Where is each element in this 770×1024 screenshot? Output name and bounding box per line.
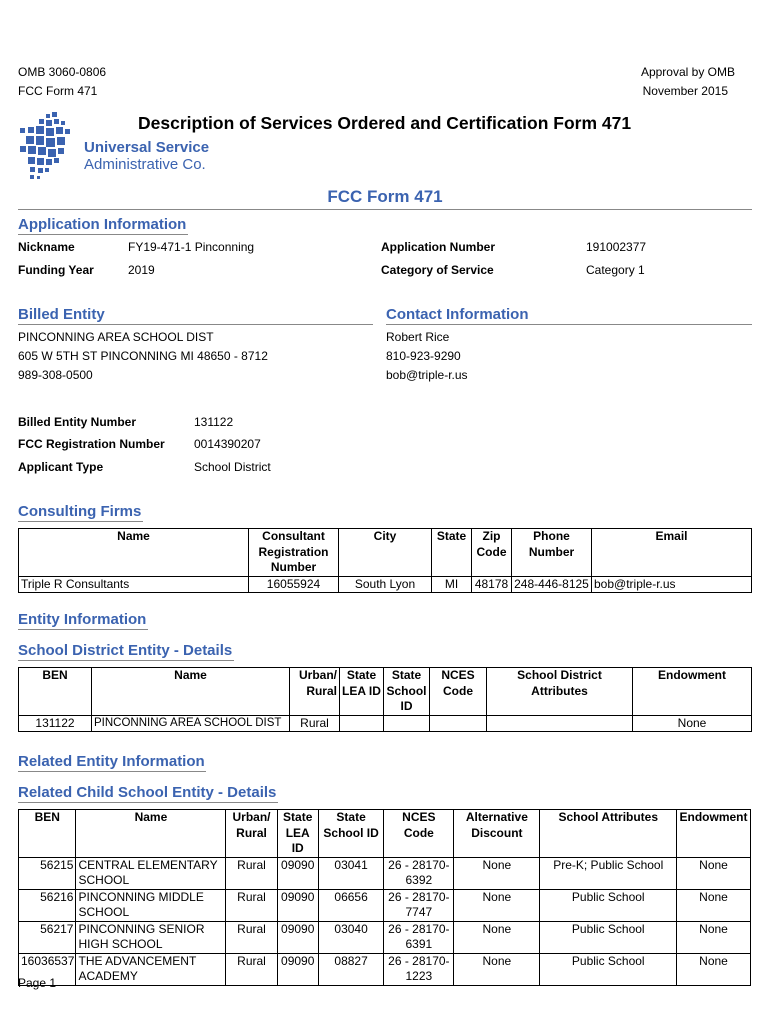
col-sid <box>384 668 430 716</box>
col-lea-1: State <box>283 810 313 824</box>
child-name-1: THE ADVANCEMENT <box>78 953 197 968</box>
contact-name: Robert Rice <box>386 330 450 344</box>
col-name: Name <box>76 810 226 858</box>
col-zip-2: Code <box>476 544 507 559</box>
omb-number: OMB 3060-0806 <box>18 65 107 79</box>
col-name: Name <box>92 668 290 716</box>
logo-line2: Administrative Co. <box>84 156 206 173</box>
district-nces <box>430 715 487 732</box>
child-nces <box>384 889 454 921</box>
child-name-2: HIGH SCHOOL <box>78 937 163 951</box>
category-label: Category of Service <box>381 263 494 277</box>
col-sid-1: State <box>391 668 422 682</box>
category-value: Category 1 <box>586 263 645 277</box>
consultant-state: MI <box>432 576 472 593</box>
table-row <box>19 921 751 953</box>
col-zip <box>472 529 512 577</box>
col-email: Email <box>592 529 752 577</box>
col-attributes <box>487 668 633 716</box>
child-attr: Public School <box>540 889 677 921</box>
district-underline <box>18 660 234 661</box>
related-underline <box>18 771 206 772</box>
col-lea-2: LEA ID <box>342 683 381 698</box>
table-row <box>19 576 752 593</box>
billed-entity-phone: 989-308-0500 <box>18 368 93 382</box>
col-lea-2: LEA ID <box>285 825 310 855</box>
billed-entity-name: PINCONNING AREA SCHOOL DIST <box>18 330 214 344</box>
child-alt: None <box>454 889 540 921</box>
contact-email: bob@triple-r.us <box>386 368 468 382</box>
child-ben: 16036537 <box>19 953 76 985</box>
col-urban-2: Rural <box>306 683 337 698</box>
child-nces-1: 26 - 28170- <box>388 953 450 968</box>
child-heading: Related Child School Entity - Details <box>18 784 277 801</box>
child-name-1: CENTRAL ELEMENTARY <box>78 857 218 872</box>
entity-info-underline <box>18 629 148 630</box>
district-sid <box>384 715 430 732</box>
child-alt: None <box>454 857 540 889</box>
child-ben: 56215 <box>19 857 76 889</box>
col-attr-1: School District <box>517 668 602 682</box>
col-city: City <box>339 529 432 577</box>
child-nces <box>384 921 454 953</box>
consultant-zip: 48178 <box>472 576 512 593</box>
col-urban-1: Urban/ <box>298 668 337 682</box>
col-sid <box>318 810 384 858</box>
child-nces-1: 26 - 28170- <box>388 921 450 936</box>
district-heading: School District Entity - Details <box>18 642 233 659</box>
child-nces-1: 26 - 28170- <box>388 889 450 904</box>
usac-logo <box>18 112 84 184</box>
col-crn-3: Number <box>270 560 317 574</box>
frn-label: FCC Registration Number <box>18 437 165 451</box>
ben-label: Billed Entity Number <box>18 415 137 429</box>
child-lea: 09090 <box>277 889 318 921</box>
col-urban <box>290 668 340 716</box>
app-info-underline <box>18 234 188 235</box>
child-nces-1: 26 - 28170- <box>388 857 450 872</box>
child-nces-2: 6392 <box>405 873 433 887</box>
consultant-crn: 16055924 <box>249 576 339 593</box>
child-ben: 56217 <box>19 921 76 953</box>
district-attr <box>487 715 633 732</box>
district-lea <box>340 715 384 732</box>
child-attr: Public School <box>540 921 677 953</box>
consultant-phone: 248-446-8125 <box>512 576 592 593</box>
billed-entity-address: 605 W 5TH ST PINCONNING MI 48650 - 8712 <box>18 349 268 363</box>
district-header-row <box>19 668 752 716</box>
child-endow: None <box>677 857 751 889</box>
child-lea: 09090 <box>277 953 318 985</box>
child-attr: Pre-K; Public School <box>540 857 677 889</box>
child-underline <box>18 802 278 803</box>
district-table <box>18 667 752 732</box>
child-endow: None <box>677 921 751 953</box>
col-alt-discount <box>454 810 540 858</box>
consulting-heading: Consulting Firms <box>18 503 142 520</box>
form-title: FCC Form 471 <box>327 187 443 206</box>
child-name-1: PINCONNING SENIOR <box>78 921 205 936</box>
consultant-city: South Lyon <box>339 576 432 593</box>
col-zip-1: Zip <box>482 529 501 543</box>
contact-underline <box>386 324 752 325</box>
table-row <box>19 953 751 985</box>
frn-value: 0014390207 <box>194 437 261 451</box>
child-urban: Rural <box>226 921 277 953</box>
child-nces <box>384 857 454 889</box>
consulting-table <box>18 528 752 593</box>
col-urban-2: Rural <box>236 825 267 840</box>
col-crn-2: Registration <box>258 544 329 559</box>
app-info-heading: Application Information <box>18 216 187 233</box>
child-name-1: PINCONNING MIDDLE <box>78 889 204 904</box>
col-endowment: Endowment <box>633 668 752 716</box>
table-row <box>19 715 752 732</box>
related-heading: Related Entity Information <box>18 753 205 770</box>
col-lea <box>340 668 384 716</box>
district-endow: None <box>633 715 752 732</box>
child-sid: 08827 <box>318 953 384 985</box>
ben-value: 131122 <box>194 415 234 429</box>
col-sid-3: ID <box>400 699 413 713</box>
col-lea <box>277 810 318 858</box>
district-ben: 131122 <box>19 715 92 732</box>
col-sid-2: School <box>386 683 427 698</box>
child-nces-2: 7747 <box>405 905 433 919</box>
consulting-header-row <box>19 529 752 577</box>
contact-heading: Contact Information <box>386 306 529 323</box>
col-crn-1: Consultant <box>262 529 325 543</box>
child-nces <box>384 953 454 985</box>
consultant-name: Triple R Consultants <box>19 576 249 593</box>
applicant-type-value: School District <box>194 460 271 474</box>
child-ben: 56216 <box>19 889 76 921</box>
funding-year-value: 2019 <box>128 263 155 277</box>
logo-text <box>84 139 209 173</box>
col-ben: BEN <box>19 668 92 716</box>
col-nces <box>430 668 487 716</box>
child-sid: 06656 <box>318 889 384 921</box>
col-phone-1: Phone <box>533 529 570 543</box>
approval-date: November 2015 <box>642 84 728 98</box>
consulting-underline <box>18 521 143 522</box>
col-lea-1: State <box>346 668 377 682</box>
col-nces-1: NCES <box>441 668 475 682</box>
page-title: Description of Services Ordered and Certification Form 471 <box>138 113 632 133</box>
page-number: Page 1 <box>18 976 57 990</box>
child-header-row <box>19 810 751 858</box>
col-nces: NCES Code <box>384 810 454 858</box>
billed-entity-underline <box>18 324 373 325</box>
col-attributes: School Attributes <box>540 810 677 858</box>
col-ben: BEN <box>19 810 76 858</box>
child-endow: None <box>677 889 751 921</box>
child-urban: Rural <box>226 857 277 889</box>
entity-info-heading: Entity Information <box>18 611 147 628</box>
child-lea: 09090 <box>277 857 318 889</box>
col-attr-2: Attributes <box>531 683 588 698</box>
title-divider <box>18 209 752 210</box>
applicant-type-label: Applicant Type <box>18 460 104 474</box>
contact-phone: 810-923-9290 <box>386 349 461 363</box>
child-nces-2: 1223 <box>405 969 433 983</box>
col-sid-1: State <box>336 810 366 824</box>
child-attr: Public School <box>540 953 677 985</box>
nickname-value: FY19-471-1 Pinconning <box>128 240 255 254</box>
col-phone <box>512 529 592 577</box>
table-row <box>19 857 751 889</box>
child-alt: None <box>454 921 540 953</box>
col-state: State <box>432 529 472 577</box>
col-sid-2: School ID <box>323 825 379 840</box>
billed-entity-heading: Billed Entity <box>18 306 105 323</box>
consultant-email: bob@triple-r.us <box>592 576 752 593</box>
child-nces-2: 6391 <box>405 937 433 951</box>
child-name-2: SCHOOL <box>78 873 130 887</box>
col-phone-2: Number <box>528 544 575 559</box>
usac-logo-icon <box>18 112 84 184</box>
district-name: PINCONNING AREA SCHOOL DIST <box>92 715 290 732</box>
col-alt-2: Discount <box>471 825 523 840</box>
child-name <box>76 921 226 953</box>
col-crn <box>249 529 339 577</box>
col-urban <box>226 810 277 858</box>
col-name: Name <box>19 529 249 577</box>
child-endow: None <box>677 953 751 985</box>
child-urban: Rural <box>226 889 277 921</box>
col-urban-1: Urban/ <box>232 810 271 824</box>
logo-line1: Universal Service <box>84 139 210 156</box>
child-table <box>18 809 751 986</box>
app-number-value: 191002377 <box>586 240 647 254</box>
app-number-label: Application Number <box>381 240 496 254</box>
child-sid: 03040 <box>318 921 384 953</box>
col-nces-2: Code <box>443 683 473 698</box>
child-name <box>76 857 226 889</box>
child-sid: 03041 <box>318 857 384 889</box>
nickname-label: Nickname <box>18 240 75 254</box>
funding-year-label: Funding Year <box>18 263 94 277</box>
child-name-2: SCHOOL <box>78 905 130 919</box>
child-urban: Rural <box>226 953 277 985</box>
district-urban: Rural <box>290 715 340 732</box>
child-alt: None <box>454 953 540 985</box>
child-name <box>76 889 226 921</box>
form-number: FCC Form 471 <box>18 84 98 98</box>
table-row <box>19 889 751 921</box>
child-lea: 09090 <box>277 921 318 953</box>
col-endowment: Endowment <box>677 810 751 858</box>
child-name-2: ACADEMY <box>78 969 138 983</box>
col-alt-1: Alternative <box>465 810 528 824</box>
child-name <box>76 953 226 985</box>
approval-text: Approval by OMB <box>640 65 735 79</box>
